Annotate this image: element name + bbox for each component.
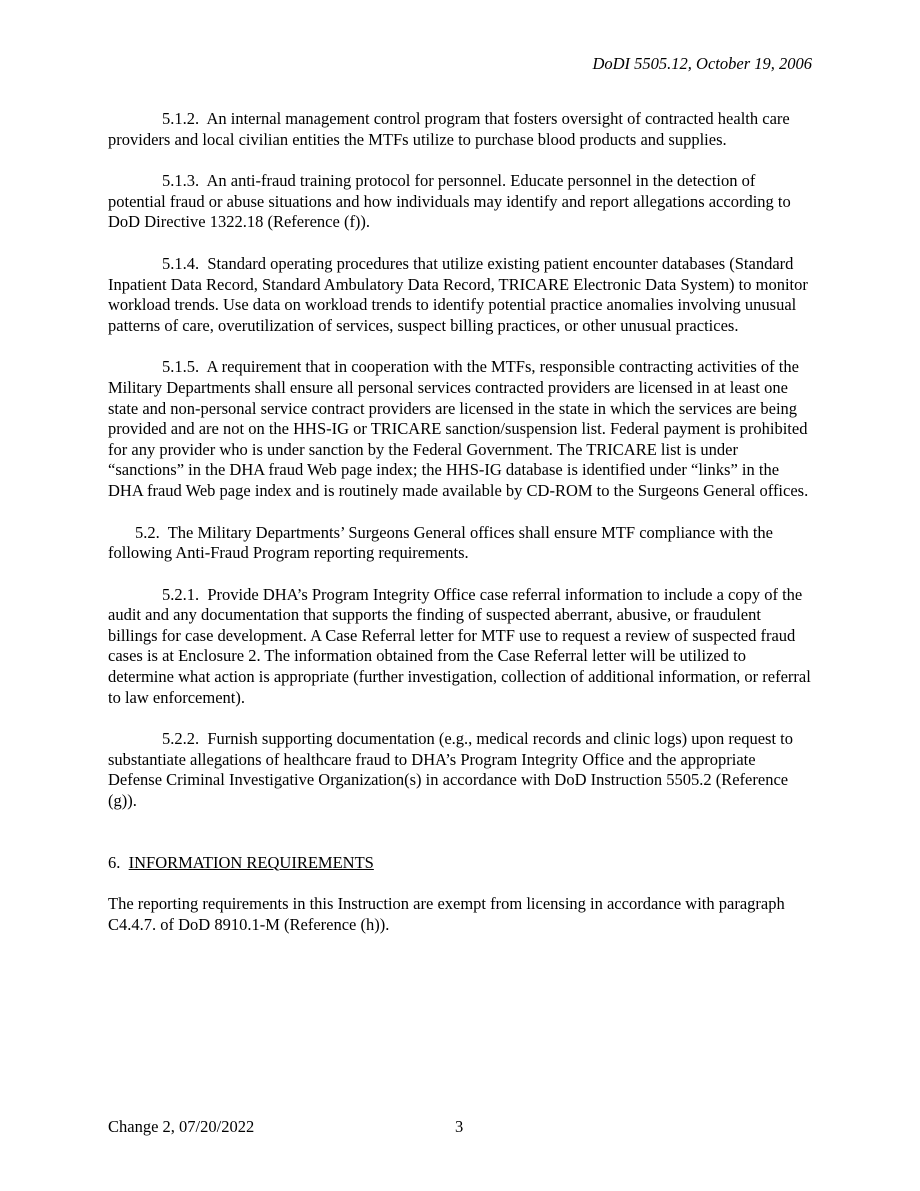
paragraph-number: 5.1.4. bbox=[162, 253, 200, 273]
paragraph-5-1-5 bbox=[108, 357, 812, 501]
paragraph-5-2-1 bbox=[108, 585, 812, 709]
paragraph-5-2-2 bbox=[108, 729, 812, 811]
section-6-text: The reporting requirements in this Instruction are exempt from licensing in accordance with paragraph C4.4.7. of DoD 8910.1-M (Reference (h)). bbox=[108, 894, 785, 934]
paragraph-text: An internal management control program that fosters oversight of contracted health care providers and local civilian entities the MTFs utilize to purchase blood products and supplies. bbox=[108, 109, 790, 149]
paragraph-text: The Military Departments’ Surgeons General offices shall ensure MTF compliance with the following Anti-Fraud Program reporting requirements. bbox=[108, 522, 773, 563]
paragraph-text: Standard operating procedures that utilize existing patient encounter databases (Standard Inpatient Data Record, Standard Ambulatory Data Record, TRICARE Electronic Data System) to monitor workload trends. Use data on workload trends to identify potential practice anomalies involving unusual patterns of care, overutilization of services, suspect billing practices, or other unusual practices. bbox=[108, 253, 808, 335]
section-number: 6. bbox=[108, 852, 121, 872]
paragraph-number: 5.2.2. bbox=[162, 729, 200, 749]
section-title: INFORMATION REQUIREMENTS bbox=[128, 852, 374, 872]
paragraph-5-1-2 bbox=[108, 109, 812, 150]
paragraph-number: 5.1.3. bbox=[162, 171, 200, 191]
section-6-heading bbox=[108, 853, 812, 874]
paragraph-text: A requirement that in cooperation with the MTFs, responsible contracting activities of the Military Departments shall ensure all personal services contracted providers are licensed in at least one state and non-personal service contract providers are licensed in the state in which the services are being provided and are not on the HHS-IG or TRICARE sanction/suspension list. Federal payment is prohibited for any provider who is under sanction by the Federal Government. The TRICARE list is under “sanctions” in the DHA fraud Web page index; the HHS-IG database is identified under “links” in the DHA fraud Web page index and is routinely made available by CD-ROM to the Surgeons General offices. bbox=[108, 357, 809, 500]
paragraph-number: 5.2. bbox=[135, 522, 160, 542]
paragraph-number: 5.1.2. bbox=[162, 109, 200, 128]
paragraph-text: Provide DHA’s Program Integrity Office case referral information to include a copy of the audit and any documentation that supports the finding of suspected aberrant, abusive, or fraudulent billings for case development. A Case Referral letter for MTF use to request a review of suspected fraud cases is at Enclosure 2. The information obtained from the Case Referral letter will be utilized to determine what action is appropriate (further investigation, collection of additional information, or referral to law enforcement). bbox=[108, 584, 811, 707]
paragraph-5-1-3 bbox=[108, 171, 812, 233]
paragraph-5-2 bbox=[108, 523, 812, 564]
page-header: DoDI 5505.12, October 19, 2006 bbox=[592, 54, 812, 73]
paragraph-text: Furnish supporting documentation (e.g., medical records and clinic logs) upon request to substantiate allegations of healthcare fraud to DHA’s Program Integrity Office and the appropriate Defense Criminal Investigative Organization(s) in accordance with DoD Instruction 5505.2 (Reference (g)). bbox=[108, 729, 793, 811]
paragraph-text: An anti-fraud training protocol for personnel. Educate personnel in the detection of potential fraud or abuse situations and how individuals may identify and report allegations according to DoD Directive 1322.18 (Reference (f)). bbox=[108, 171, 791, 232]
change-notice: Change 2, 07/20/2022 bbox=[108, 1117, 255, 1136]
page-number: 3 bbox=[455, 1117, 464, 1136]
paragraph-number: 5.1.5. bbox=[162, 357, 200, 377]
paragraph-5-1-4 bbox=[108, 254, 812, 336]
document-body bbox=[108, 109, 812, 956]
paragraph-number: 5.2.1. bbox=[162, 584, 200, 604]
